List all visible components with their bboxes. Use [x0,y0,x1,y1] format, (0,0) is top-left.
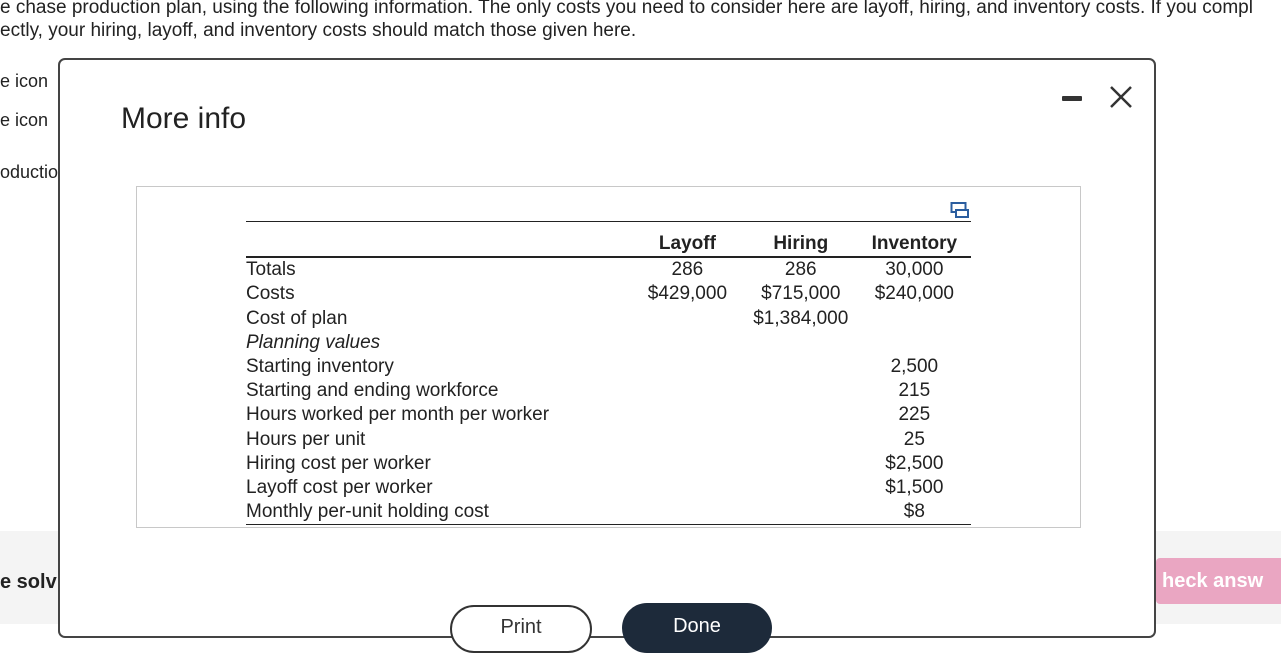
column-header-inventory: Inventory [858,232,971,257]
row-label: Cost of plan [246,307,348,329]
row-value: 286 [784,259,817,281]
row-value: 2,500 [890,356,939,378]
row-value [744,331,858,355]
row-value: $1,500 [885,477,944,499]
row-label: Planning values [246,331,381,353]
row-value [631,500,744,525]
row-value: 215 [898,380,931,402]
row-label: Costs [246,283,295,305]
table-row [246,282,971,306]
row-label: Monthly per-unit holding cost [246,500,631,525]
minimize-icon[interactable] [1062,96,1082,101]
row-value [744,428,858,452]
row-value [631,403,744,427]
row-value [744,355,858,379]
row-value: $240,000 [874,283,954,305]
table-row [246,452,971,476]
done-button[interactable]: Done [622,603,772,653]
help-me-solve-text[interactable]: e solv [0,571,57,593]
row-value [744,403,858,427]
info-table-panel [136,186,1081,528]
row-value [744,379,858,403]
more-info-icon-link-2[interactable]: e icon [0,110,49,130]
check-answer-button[interactable]: heck answ [1156,558,1281,604]
instruction-text-line-2: ectly, your hiring, layoff, and inventory costs should match those given here. [0,20,637,41]
table-row [246,307,971,331]
row-value: $715,000 [761,283,841,305]
row-label: Hours per unit [246,428,366,450]
row-label: Hiring cost per worker [246,452,431,474]
close-icon[interactable] [1108,84,1134,110]
row-value: 25 [903,428,925,450]
table-row [246,428,971,452]
column-header-layoff: Layoff [631,232,744,257]
row-value [744,500,858,525]
more-info-icon-link-1[interactable]: e icon [0,71,49,91]
row-value [858,331,971,355]
row-label: Starting and ending workforce [246,380,499,402]
copy-icon[interactable] [950,201,970,219]
row-value [858,307,971,331]
row-value: $8 [858,500,971,525]
print-button[interactable]: Print [450,605,592,653]
row-value [631,452,744,476]
row-value [631,331,744,355]
row-value: 30,000 [885,259,944,281]
dialog-title: More info [121,102,247,135]
row-value: $1,384,000 [753,307,849,329]
table-row [246,500,971,525]
column-header-hiring: Hiring [744,232,858,257]
row-value [631,379,744,403]
table-row [246,257,971,282]
table-row [246,331,971,355]
row-value [744,476,858,500]
table-row [246,403,971,427]
row-value [631,428,744,452]
table-row [246,379,971,403]
row-value: $2,500 [885,452,944,474]
row-value [631,355,744,379]
row-label: Totals [246,259,296,281]
row-label: Starting inventory [246,356,394,378]
instruction-text-line-1: e chase production plan, using the following information. The only costs you need to consider here are layoff, hiring, and inventory costs. If you compl [0,0,1253,18]
row-label: Layoff cost per worker [246,477,433,499]
row-value: 225 [898,404,931,426]
production-text: oductio [0,162,59,182]
table-row [246,476,971,500]
more-info-dialog [58,58,1156,638]
planning-data-table [246,221,971,525]
row-value [744,452,858,476]
row-value [631,307,744,331]
row-label: Hours worked per month per worker [246,404,550,426]
row-value [631,476,744,500]
table-row [246,355,971,379]
row-value: 286 [671,259,704,281]
row-value: $429,000 [647,283,728,305]
